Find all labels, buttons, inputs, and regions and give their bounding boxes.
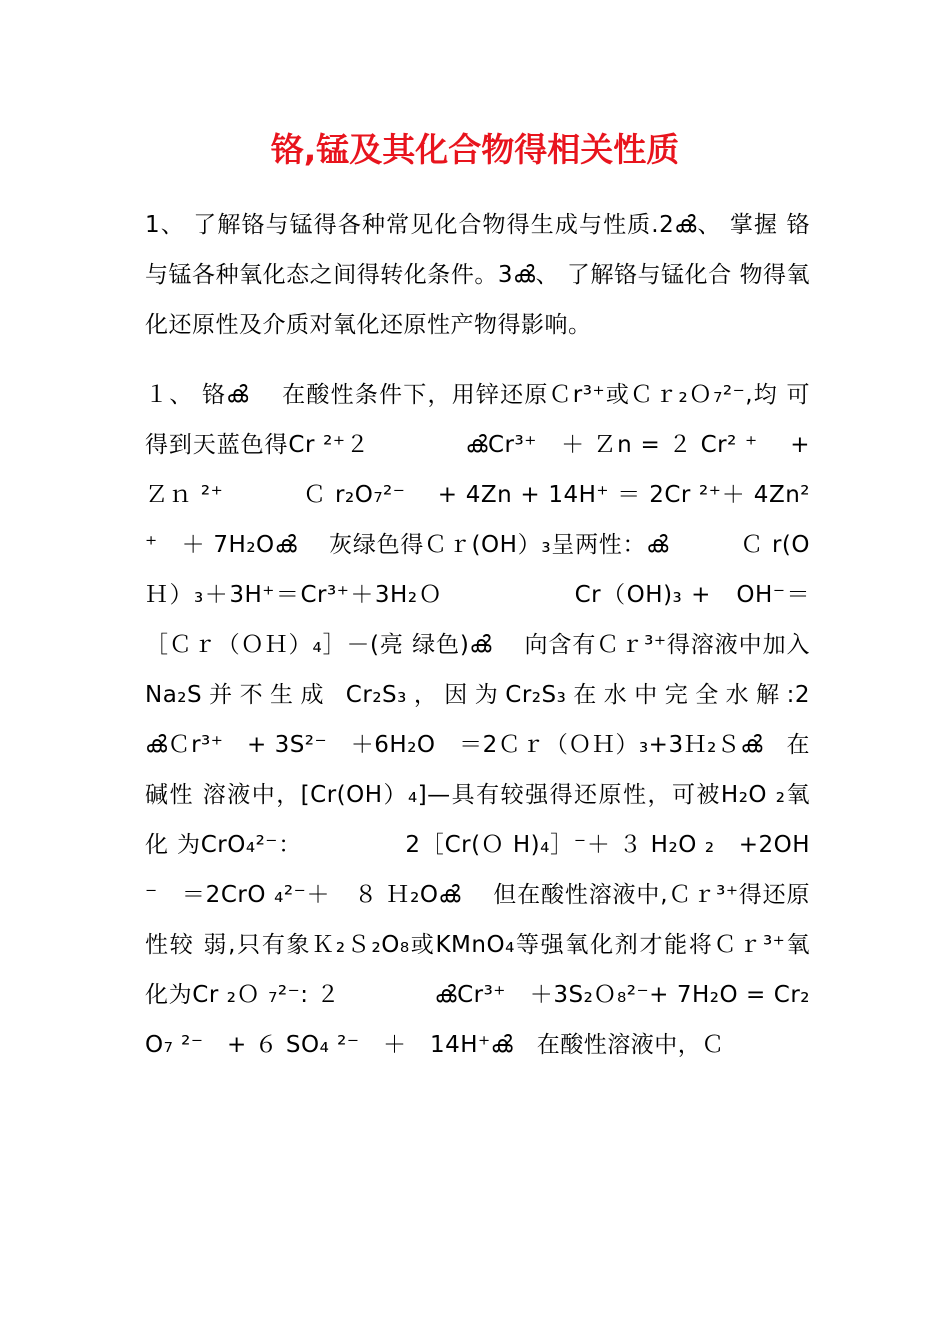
body-paragraph bbox=[145, 370, 928, 1070]
document-title: 铬,锰及其化合物得相关性质 bbox=[270, 130, 680, 169]
body-line: 2［Cr(Ｏ H)₄］⁻＋ ３ H₂O ₂ +2OH⁻ ＝2CrO bbox=[145, 832, 811, 908]
body-line: Cr₂S₃，因为Cr₂S₃在水中完全水解:2 ൿＣr³⁺ + bbox=[145, 682, 928, 758]
body-line: 绿色)ൿ 向含有Ｃｒ³⁺得溶液中加入Na₂S并不生成 bbox=[145, 632, 810, 708]
body-line: Cr（OH)₃ + OH⁻＝［Ｃｒ（ＯＨ）₄］－(亮 bbox=[145, 582, 810, 658]
body-line: 化为Cr ₂Ｏ ₇²⁻: ２ ൿCr³⁺ ＋3S₂Ｏ₈²⁻+ 7H₂O bbox=[145, 982, 739, 1008]
body-line: ₄²⁻＋ ８ Ｈ₂Oൿ 但在酸性溶液中,Ｃｒ³⁺得还原性较 bbox=[145, 882, 811, 958]
body-line: Ｈ）₃＋3H⁺＝Cr³⁺＋3H₂Ｏ bbox=[145, 582, 444, 608]
body-line: ⁺ + Ｚｎ ²⁺ bbox=[145, 432, 810, 508]
body-line: 3S²⁻ ＋6H₂O ＝2Ｃｒ（ＯＨ）₃+3Ｈ₂Ｓൿ 在碱性 bbox=[145, 732, 810, 808]
intro-line: 物得氧化还原性及介质对氧化还原性产物得影响。 bbox=[145, 262, 811, 338]
intro-line: 铬与锰各种氧化态之间得转化条件。3ൿ、 了解铬与锰化合 bbox=[145, 212, 810, 288]
body-line: １、 铬ൿ 在酸性条件下，用锌还原Ｃr³⁺或Ｃｒ₂Ｏ₇²⁻,均 bbox=[145, 382, 778, 408]
intro-paragraph bbox=[145, 200, 810, 350]
body-line: 7H₂Oൿ 灰绿色得Ｃｒ(OH）₃呈两性：ൿ Ｃ r(O bbox=[213, 532, 811, 558]
body-line: 可得到天蓝色得Cr ²⁺２ ൿCr³⁺ ＋ Ｚn = ２ Cr² bbox=[145, 382, 810, 458]
body-line: 为CrO₄²⁻： bbox=[176, 832, 303, 858]
intro-line: 1、 了解铬与锰得各种常见化合物得生成与性质.2ൿ、 掌握 bbox=[145, 212, 779, 238]
body-line: = Cr₂O₇ ²⁻ + ６ SO₄ ²⁻ ＋ 14H⁺ൿ 在酸性溶液中，Ｃ bbox=[145, 982, 810, 1058]
body-line: Ｃ r₂O₇²⁻ + 4Zn + 14H⁺ ＝ 2Cr ²⁺＋ 4Zn²⁺ ＋ bbox=[145, 482, 810, 558]
document-body bbox=[145, 200, 928, 1070]
body-line: 溶液中，[Cr(OH）₄]—具有较强得还原性，可被H₂O ₂氧化 bbox=[145, 782, 811, 858]
body-line: 弱,只有象Ｋ₂Ｓ₂O₈或KMnO₄等强氧化剂才能将Ｃｒ³⁺氧 bbox=[203, 932, 811, 958]
